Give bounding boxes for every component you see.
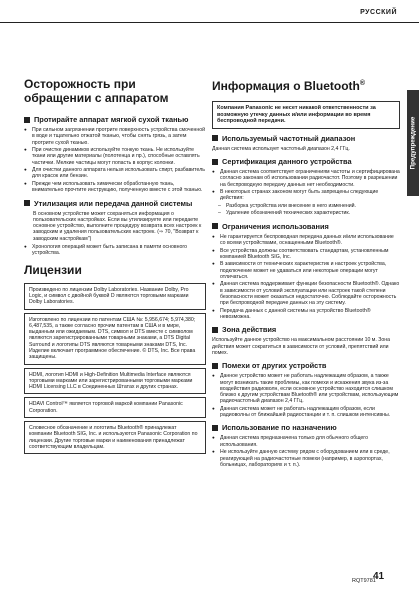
right-column bbox=[212, 77, 400, 469]
side-tab-label: Предупреждение bbox=[409, 116, 417, 170]
range-subheading: Зона действия bbox=[212, 325, 400, 334]
list-item: ● Данная система поддерживает функции безопасности Bluetooth®. Однако в зависимости от условий эксплуатации или настроек такой степени безопасности может оказаться недостаточно. Соблюдайте осторожность при беспроводной передаче данных на эту систему. bbox=[212, 281, 400, 306]
list-item: ● Все устройства должны соответствовать стандартам, установленным компанией Bluetooth SIG, Inc. bbox=[212, 248, 400, 261]
list-item: – Удаление обозначений технических характеристик. bbox=[218, 210, 400, 216]
left-column bbox=[24, 77, 206, 457]
list-item: ● Не гарантируется беспроводная передача данных и/или использование со всеми устройствами, оснащенными Bluetooth®. bbox=[212, 234, 400, 247]
license-text: Изготовлено по лицензии по патентам США №: 5,956,674; 5,974,380; 6,487,535, а также согласно прочим патентам в США и в мире, выданным или ожидаемым. DTS, символ и DTS вместе с символом являются зарегистрированными товарными знаками, а DTS Digital Surround и логотипы DTS являются товарными знаками DTS, Inc. Изделие включает программное обеспечение. © DTS, Inc. Все права защищены. bbox=[29, 316, 196, 361]
license-box bbox=[24, 397, 206, 418]
registered-mark: ® bbox=[359, 80, 366, 87]
range-text: Используйте данное устройство на максимальном расстоянии 10 м. Зона действия может сократиться в зависимости от условий, препятствий или помех. bbox=[212, 337, 391, 356]
list-item: ● Передача данных с данной системы на устройство Bluetooth® невозможна. bbox=[212, 308, 400, 321]
license-box bbox=[24, 313, 206, 365]
warning-text: Компания Panasonic не несет никакой ответственности за возможную утечку данных и/или информации во время беспроводной передачи. bbox=[217, 105, 376, 125]
disposal-list bbox=[24, 244, 206, 257]
license-text: HDMI, логотип HDMI и High-Definition Multimedia Interface являются торговыми марками или зарегистрированными торговыми марками HDMI Licensing LLC в Соединенных Штатах и других странах. bbox=[29, 371, 193, 391]
certification-subheading: Сертификация данного устройства bbox=[212, 157, 400, 166]
licenses-title: Лицензии bbox=[24, 262, 82, 277]
list-item: ● Данное устройство может не работать надлежащим образом, а также могут возникать такие проблемы, как помехи и искажения звука из-за воздействия радиоволн, если основное устройство находится слишком близко к другим устройствам Bluetooth® или устройствам, использующим радиочастотный диапазон 2,4 ГГц. bbox=[212, 373, 400, 404]
frequency-text: Данная система использует частотный диапазон 2,4 ГГц. bbox=[212, 145, 350, 152]
frequency-subheading: Используемый частотный диапазон bbox=[212, 134, 400, 143]
certification-list bbox=[212, 169, 400, 217]
header-rule bbox=[0, 22, 419, 23]
purpose-subheading: Использование по назначению bbox=[212, 423, 400, 432]
document-code: RQT9781 bbox=[352, 578, 376, 584]
limits-list bbox=[212, 234, 400, 321]
list-item: ● Для очистки данного аппарата нельзя использовать спирт, разбавитель для красок или бензин. bbox=[24, 167, 206, 180]
list-item: ● При очистке динамиков используйте тонкую ткань. Не используйте ткани или другие материалы (полотенца и пр.), способные оставлять частички. Мелкие частицы могут попасть в корпус колонки. bbox=[24, 147, 206, 166]
list-item: ● Хронология операций может быть записана в памяти основного устройства. bbox=[24, 244, 206, 257]
license-box bbox=[24, 368, 206, 395]
license-box bbox=[24, 283, 206, 310]
license-text: HDAVI Control™ является торговой маркой компании Panasonic Corporation. bbox=[29, 401, 183, 414]
list-item: ● Данная система может не работать надлежащим образом, если радиоволны от ближайшей радиостанции и т. п. слишком интенсивны. bbox=[212, 406, 400, 419]
license-text: Произведено по лицензии Dolby Laboratories. Название Dolby, Pro Logic, и символ с двойной буквой D являются торговыми марками Dolby Laboratories. bbox=[29, 286, 189, 306]
license-box bbox=[24, 421, 206, 454]
language-label: РУССКИЙ bbox=[360, 9, 397, 16]
list-item: – Разборка устройства или внесение в него изменений. bbox=[218, 203, 400, 209]
bluetooth-title bbox=[212, 77, 400, 93]
list-item: ● Данная система соответствует ограничениям частоты и сертифицирована согласно законам об использовании радиочастот. Поэтому в разрешении на беспроводную передачу данных нет необходимости. bbox=[212, 169, 400, 188]
interference-list bbox=[212, 373, 400, 418]
disposal-text: В основном устройстве может сохраняться информация о пользовательских настройках. Если вы утилизируете или передаете основное устройство, выполните процедуру возврата всех настроек к заводским и удаления пользовательских настроек. (⇒ 70, "Возврат к заводским настройкам") bbox=[33, 210, 202, 242]
list-item: ● В некоторых странах законом могут быть запрещены следующие действия: bbox=[212, 189, 400, 202]
care-list bbox=[24, 127, 206, 194]
disposal-subheading: Утилизация или передача данной системы bbox=[24, 199, 206, 208]
bluetooth-title-text: Информация о Bluetooth bbox=[212, 79, 360, 93]
limits-subheading: Ограничения использования bbox=[212, 222, 400, 231]
list-item: ● Данная система предназначена только для обычного общего использования. bbox=[212, 435, 400, 448]
list-item: ● При сильном загрязнении протрите поверхность устройства смоченной в воде и тщательно отжатой тканью, чтобы снять грязь, а затем протрите сухой тканью. bbox=[24, 127, 206, 146]
list-item: ● Прежде чем использовать химически обработанную ткань, внимательно прочтите инструкцию, полученную вместе с этой тканью. bbox=[24, 181, 206, 194]
care-subheading: Протирайте аппарат мягкой сухой тканью bbox=[24, 115, 206, 124]
list-item: ● В зависимости от технических характеристик и настроек устройства, подключение может не удаваться или некоторые операции могут отличаться. bbox=[212, 261, 400, 280]
license-text: Словесное обозначение и логотипы Bluetooth® принадлежат компании Bluetooth SIG, Inc. и используются Panasonic Corporation по лицензии. Другие торговые марки и наименования принадлежат соответствующим владельцам. bbox=[29, 425, 198, 450]
interference-subheading: Помехи от других устройств bbox=[212, 361, 400, 370]
list-item: ● Не используйте данную систему рядом с оборудованием или в среде, реагирующей на радиочастотные помехи (например, в аэропортах, больницах, лабораториях и т. п.). bbox=[212, 449, 400, 468]
section-side-tab bbox=[407, 90, 419, 196]
care-title: Осторожность при обращении с аппаратом bbox=[24, 77, 169, 105]
purpose-list bbox=[212, 435, 400, 468]
warning-box bbox=[212, 101, 400, 129]
page-number: 41 bbox=[373, 571, 385, 582]
